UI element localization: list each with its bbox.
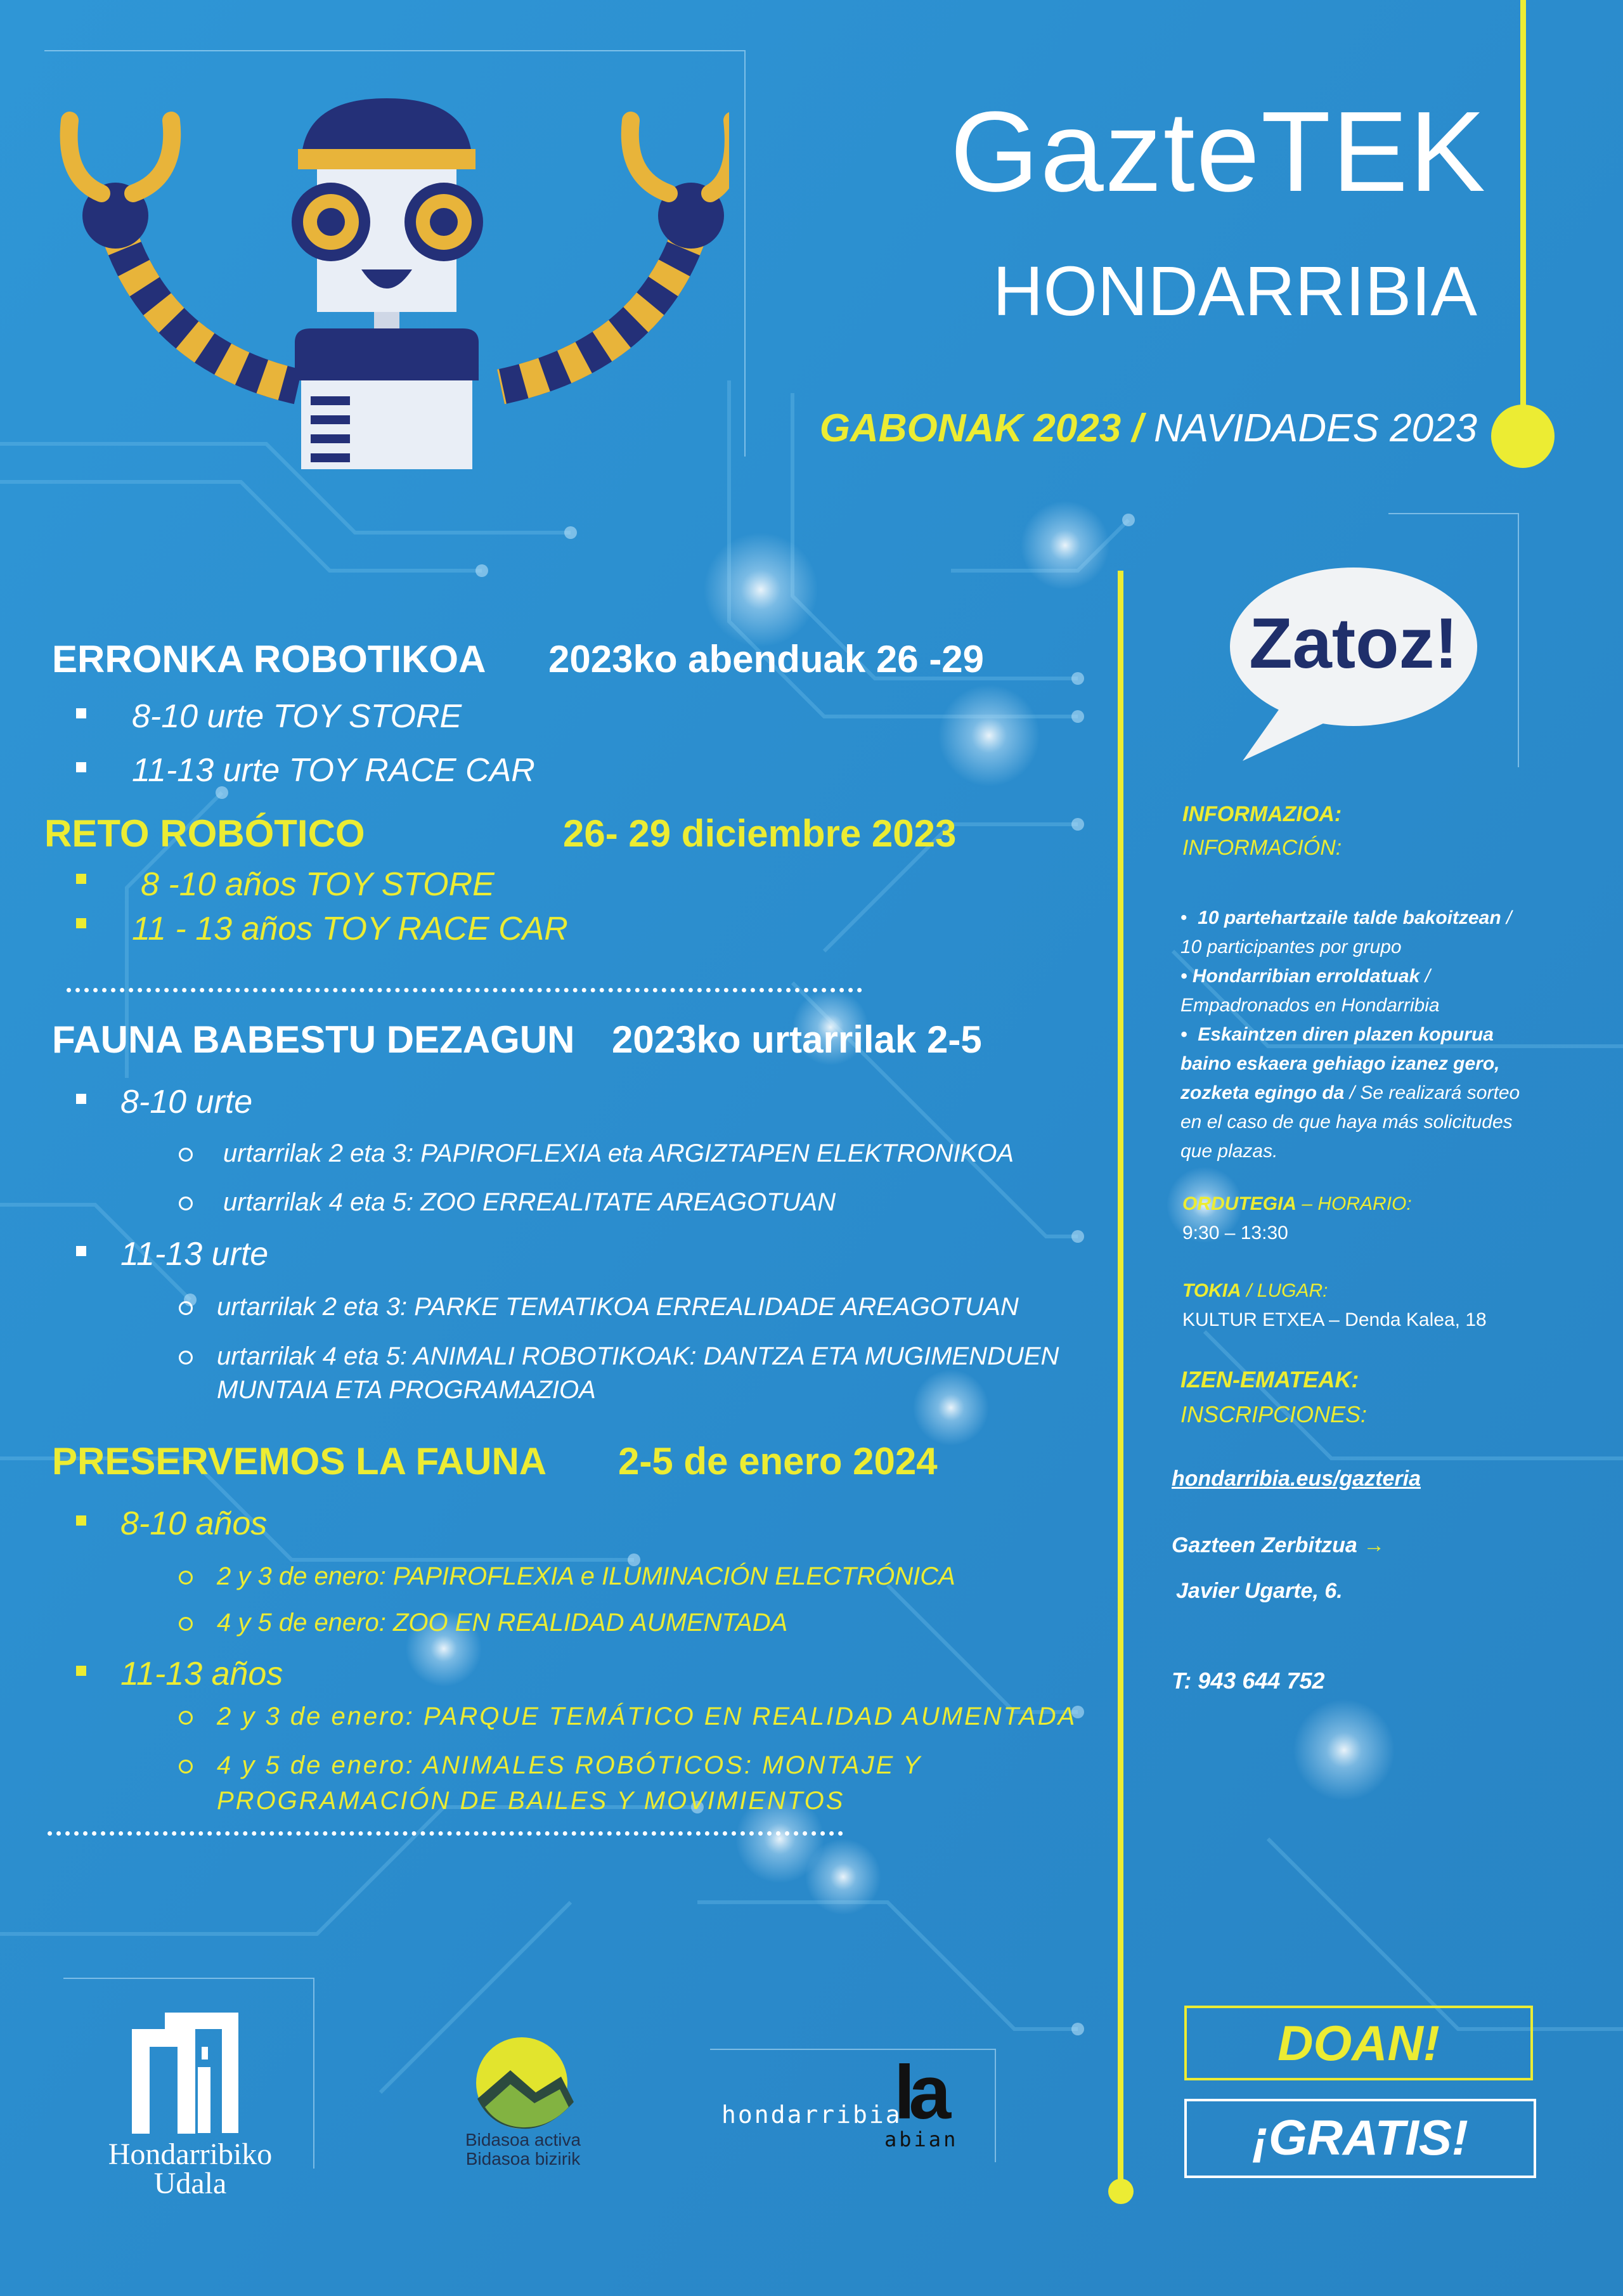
accent-line-top (1520, 0, 1526, 412)
bullet-square (76, 918, 86, 928)
section-1-item-2: 11-13 urte TOY RACE CAR (132, 752, 535, 789)
section-4-title: PRESERVEMOS LA FAUNA (52, 1440, 547, 1482)
bidasoa-line-1: Bidasoa activa (465, 2130, 581, 2150)
free-badge-es: ¡GRATIS! (1184, 2099, 1536, 2178)
section-3-group-1-label: 8-10 urte (120, 1084, 253, 1120)
info-b1-eu: 10 partehartzaile talde bakoitzean (1198, 907, 1501, 928)
bubble-text: Zatoz! (1249, 604, 1458, 683)
office-name: Gazteen Zerbitzua (1172, 1533, 1357, 1557)
info-b3-eu-3: zozketa egingo da (1180, 1082, 1345, 1103)
bullet-circle (179, 1571, 193, 1585)
info-b3-es-1: Se realizará sorteo (1360, 1082, 1520, 1103)
bidasoa-logo-mark (466, 2032, 580, 2131)
section-3-group-2-item-2-cont: MUNTAIA ETA PROGRAMAZIOA (217, 1376, 596, 1404)
registration-heading-es: INSCRIPCIONES: (1180, 1401, 1368, 1427)
info-heading-eu: INFORMAZIOA: (1182, 802, 1342, 826)
info-heading-es: INFORMACIÓN: (1182, 836, 1342, 860)
section-4-group-2-item-2: 4 y 5 de enero: ANIMALES ROBÓTICOS: MONTAJE Y (217, 1751, 922, 1779)
office-phone: T: 943 644 752 (1172, 1668, 1325, 1694)
udala-line-2: Udala (153, 2167, 227, 2200)
schedule-label (1182, 1190, 1412, 1219)
section-4-group-1-item-1: 2 y 3 de enero: PAPIROFLEXIA e ILUMINACIÓN ELECTRÓNICA (217, 1562, 955, 1590)
dotted-divider (67, 988, 862, 992)
schedule-value: 9:30 – 13:30 (1182, 1223, 1288, 1243)
season-line (697, 406, 1477, 451)
section-1-title: ERRONKA ROBOTIKOA (52, 638, 486, 680)
section-4-group-2-item-1: 2 y 3 de enero: PARQUE TEMÁTICO EN REALIDAD AUMENTADA (217, 1703, 1077, 1730)
section-4-group-2-label: 11-13 años (120, 1656, 283, 1692)
bullet-square (76, 1246, 86, 1256)
info-b2-es: Empadronados en Hondarribia (1180, 995, 1440, 1016)
office-line (1172, 1533, 1385, 1558)
section-3-title: FAUNA BABESTU DEZAGUN (52, 1018, 575, 1061)
arrow-right-icon: → (1363, 1533, 1385, 1557)
bidasoa-line-2: Bidasoa bizirik (465, 2149, 581, 2169)
bullet-square (76, 1666, 86, 1676)
section-4-date: 2-5 de enero 2024 (618, 1440, 938, 1482)
udala-logo-mark (127, 2010, 247, 2137)
abian-logo-word: hondarribia (721, 2101, 902, 2129)
info-b2-sep: / (1419, 966, 1430, 987)
place-label (1182, 1276, 1328, 1306)
dotted-divider (48, 1831, 843, 1836)
bullet-circle (179, 1760, 193, 1774)
place-value: KULTUR ETXEA – Denda Kalea, 18 (1182, 1309, 1487, 1330)
section-3-date: 2023ko urtarrilak 2-5 (612, 1018, 982, 1061)
info-bullet-1: • 10 partehartzaile talde bakoitzean / (1180, 907, 1512, 928)
section-4-group-2-item-2-cont: PROGRAMACIÓN DE BAILES Y MOVIMIENTOS (217, 1787, 845, 1815)
section-3-group-2-label: 11-13 urte (120, 1236, 269, 1273)
bullet-circle (179, 1197, 193, 1210)
section-2-item-2: 11 - 13 años TOY RACE CAR (132, 911, 568, 947)
bullet-square (76, 1515, 86, 1526)
info-bullets (1180, 904, 1520, 1166)
udala-line-1: Hondarribiko (108, 2137, 273, 2171)
bullet-circle (179, 1617, 193, 1631)
bullet-square (76, 1094, 86, 1104)
season-eu: GABONAK 2023 (819, 406, 1122, 450)
info-b1-sep: / (1501, 907, 1512, 928)
bullet-circle (179, 1148, 193, 1162)
info-b3-es-3: que plazas. (1180, 1141, 1278, 1162)
section-4-group-1-item-2: 4 y 5 de enero: ZOO EN REALIDAD AUMENTADA (217, 1609, 788, 1637)
info-b2-eu: Hondarribian erroldatuak (1192, 966, 1420, 987)
schedule-es: – HORARIO: (1296, 1193, 1412, 1214)
info-bullet-3: • Eskaintzen diren plazen kopurua (1180, 1024, 1494, 1045)
bullet-square (76, 874, 86, 884)
section-3-group-1-item-1: urtarrilak 2 eta 3: PAPIROFLEXIA eta ARGIZTAPEN ELEKTRONIKOA (223, 1139, 1014, 1167)
section-1-item-1: 8-10 urte TOY STORE (132, 698, 462, 735)
office-address: Javier Ugarte, 6. (1176, 1579, 1343, 1603)
schedule-eu: ORDUTEGIA (1182, 1193, 1296, 1214)
info-b3-sep: / (1344, 1082, 1361, 1103)
place-es: / LUGAR: (1241, 1280, 1328, 1301)
udala-logo-text (89, 2137, 292, 2200)
season-es: NAVIDADES 2023 (1153, 406, 1477, 450)
bullet-circle (179, 1711, 193, 1725)
section-2-date: 26- 29 diciembre 2023 (563, 812, 957, 855)
bidasoa-logo-text (444, 2131, 602, 2169)
bullet-circle (179, 1301, 193, 1315)
registration-link[interactable]: hondarribia.eus/gazteria (1172, 1467, 1421, 1491)
section-2-title: RETO ROBÓTICO (44, 812, 365, 855)
section-3-group-2-item-2: urtarrilak 4 eta 5: ANIMALI ROBOTIKOAK: DANTZA ETA MUGIMENDUEN (217, 1342, 1059, 1370)
robot-illustration (57, 89, 729, 469)
info-b3-eu-2: baino eskaera gehiago izanez gero, (1180, 1053, 1500, 1074)
info-b1-es: 10 participantes por grupo (1180, 937, 1402, 957)
abian-logo-sub: abian (884, 2127, 959, 2151)
free-badge-eu: DOAN! (1184, 2006, 1533, 2080)
accent-line-middle (1118, 571, 1123, 2188)
bullet-circle (179, 1351, 193, 1365)
brand-title: GazteTEK (950, 88, 1487, 216)
section-2-item-1: 8 -10 años TOY STORE (141, 866, 495, 903)
info-b3-es-2: en el caso de que haya más solicitudes (1180, 1112, 1513, 1132)
accent-ball-bottom (1108, 2179, 1134, 2204)
brand-subtitle: HONDARRIBIA (993, 252, 1477, 330)
section-3-group-1-item-2: urtarrilak 4 eta 5: ZOO ERREALITATE AREAGOTUAN (223, 1188, 836, 1216)
section-3-group-2-item-1: urtarrilak 2 eta 3: PARKE TEMATIKOA ERREALIDADE AREAGOTUAN (217, 1293, 1019, 1321)
info-b3-eu-1: Eskaintzen diren plazen kopurua (1198, 1024, 1494, 1045)
section-4-group-1-label: 8-10 años (120, 1505, 268, 1542)
section-1-date: 2023ko abenduak 26 -29 (548, 638, 985, 680)
season-sep: / (1132, 406, 1143, 450)
registration-heading-eu: IZEN-EMATEAK: (1180, 1366, 1359, 1392)
bullet-square (76, 762, 86, 772)
bullet-square (76, 708, 86, 718)
abian-logo-mark: la (894, 2050, 945, 2135)
accent-ball-top (1491, 405, 1555, 468)
place-eu: TOKIA (1182, 1280, 1241, 1301)
info-bullet-2: • Hondarribian erroldatuak / (1180, 966, 1430, 987)
